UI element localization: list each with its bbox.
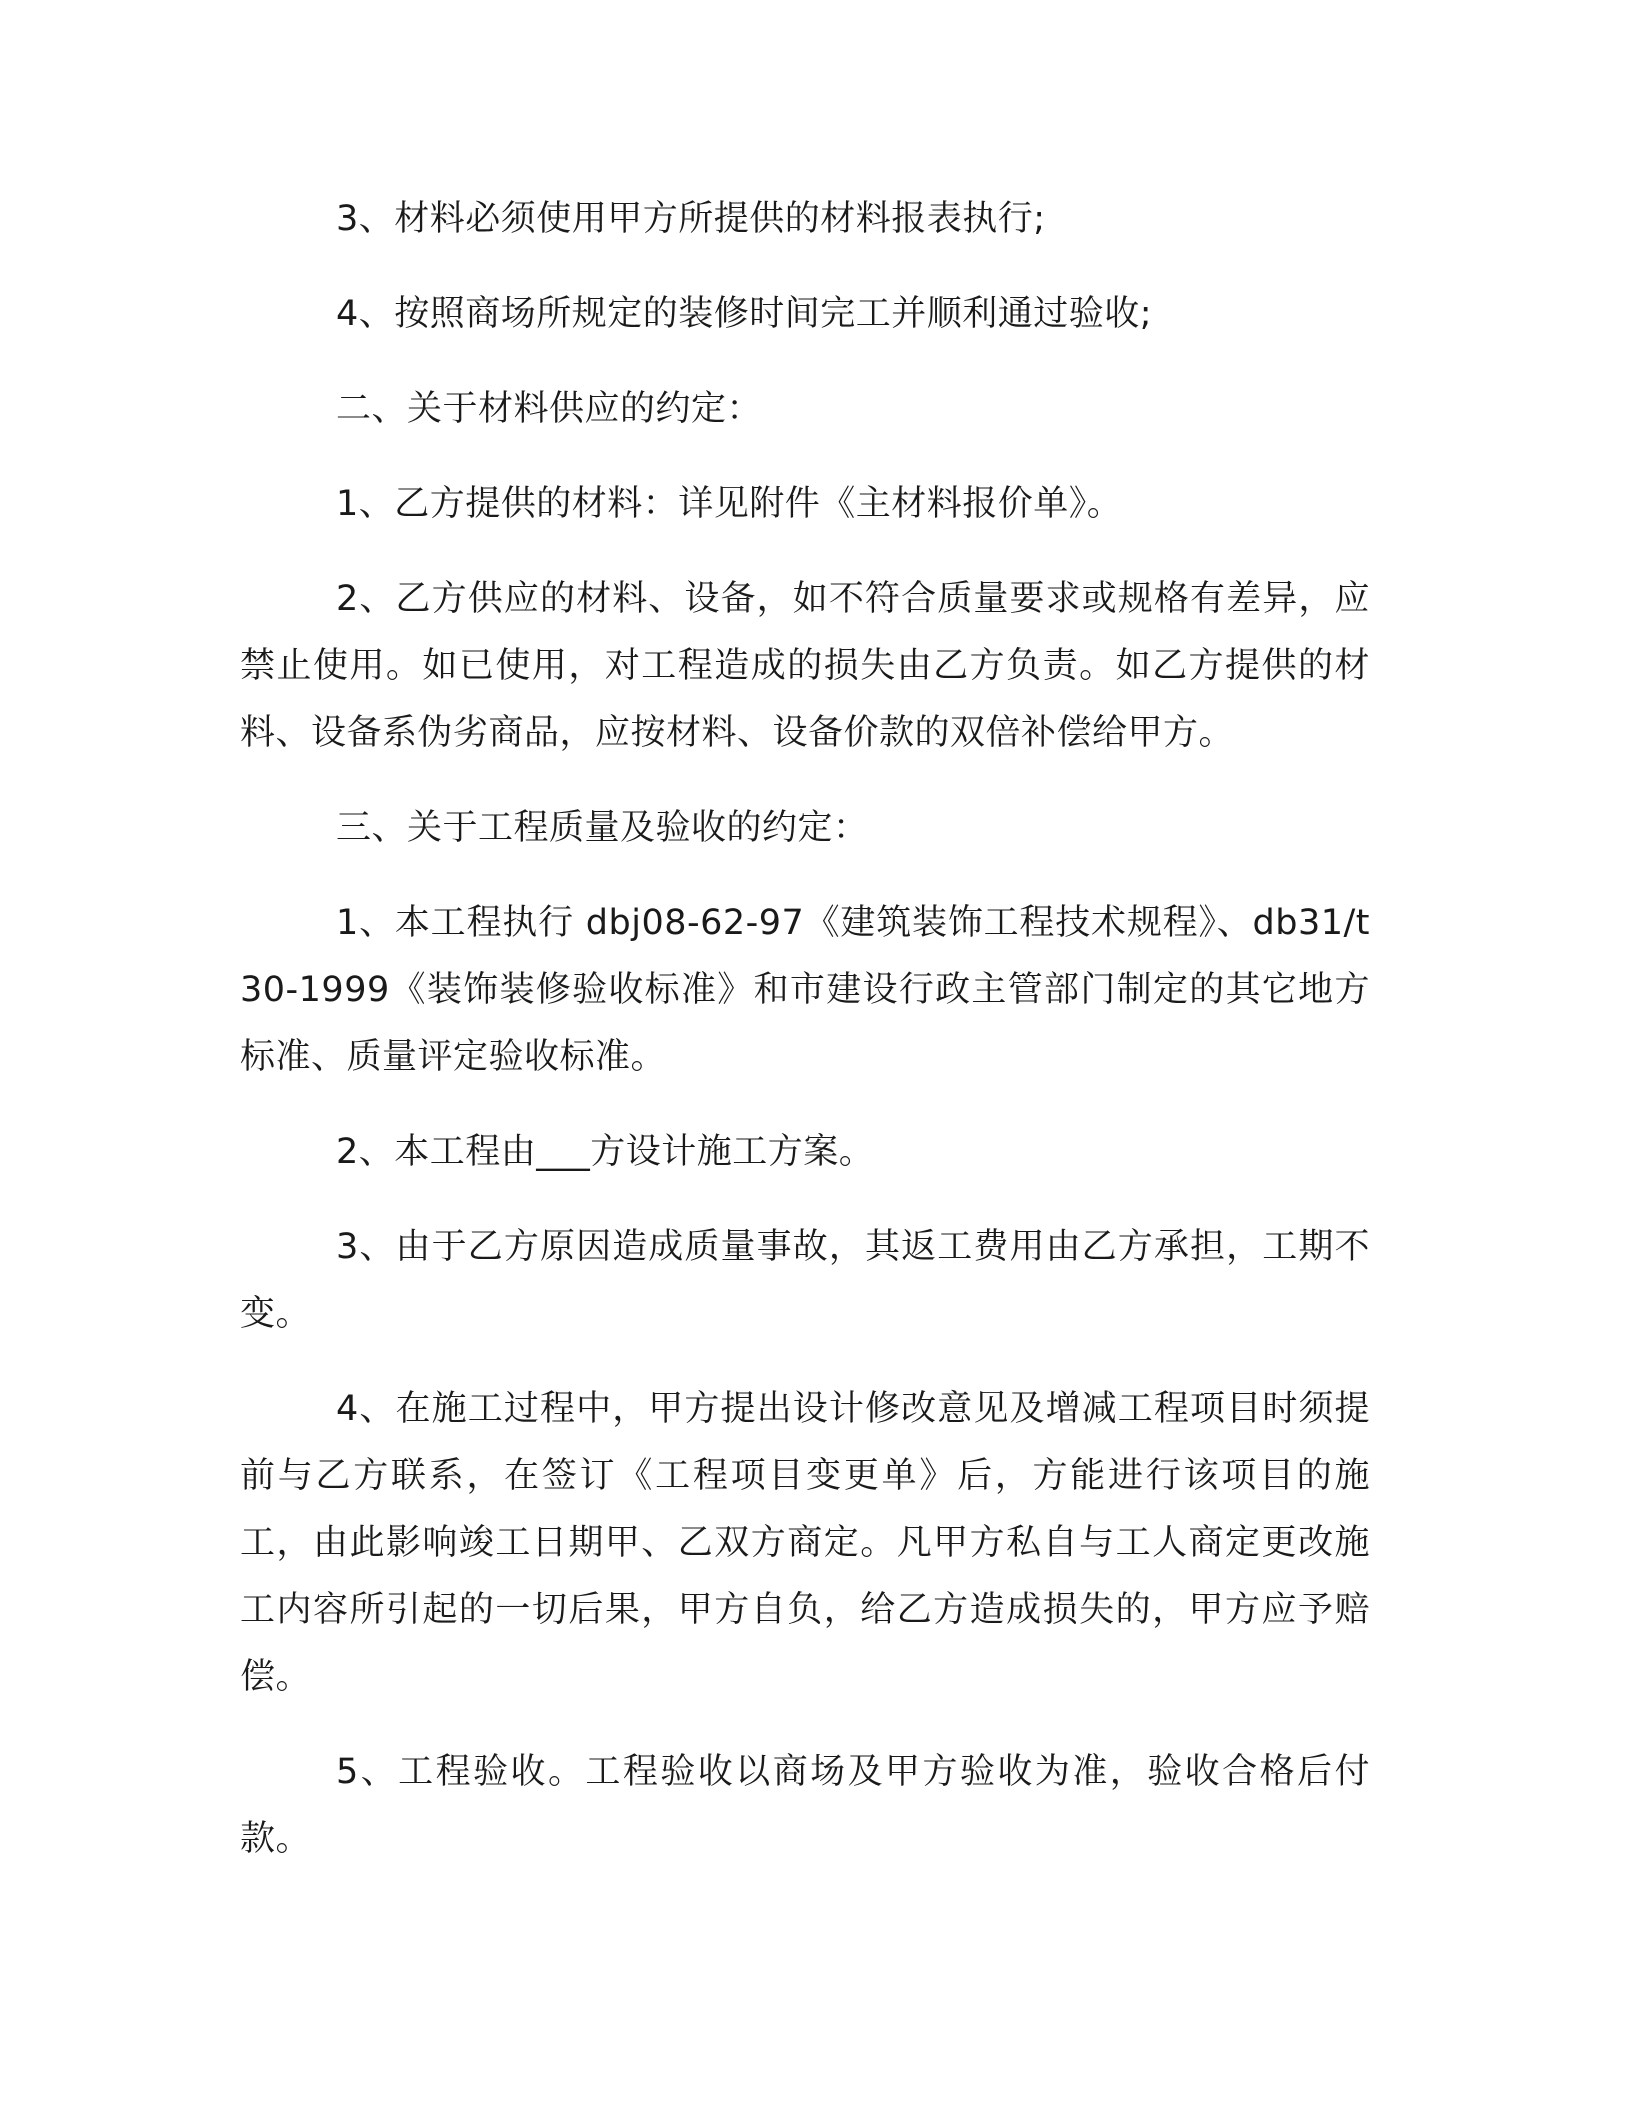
section-heading-material-supply: 二、关于材料供应的约定：	[336, 389, 763, 429]
paragraph-project-acceptance: 5、工程验收。工程验收以商场及甲方验收为准，验收合格后付款。	[240, 1752, 1370, 1859]
paragraph-standards: 1、本工程执行 dbj08-62-97《建筑装饰工程技术规程》、db31/t30-1999《装饰装修验收标准》和市建设行政主管部门制定的其它地方标准、质量评定验收标准。	[240, 903, 1370, 1077]
paragraph-design-changes: 4、在施工过程中，甲方提出设计修改意见及增减工程项目时须提前与乙方联系，在签订《工程项目变更单》后，方能进行该项目的施工，由此影响竣工日期甲、乙双方商定。凡甲方私自与工人商定更改施工内容所引起的一切后果，甲方自负，给乙方造成损失的，甲方应予赔偿。	[240, 1389, 1370, 1697]
paragraph-completion-acceptance: 4、按照商场所规定的装修时间完工并顺利通过验收;	[336, 294, 1153, 334]
section-heading-quality-acceptance: 三、关于工程质量及验收的约定：	[336, 808, 869, 848]
document-body	[240, 186, 1370, 1873]
paragraph-material-quality: 2、乙方供应的材料、设备，如不符合质量要求或规格有差异，应禁止使用。如已使用，对工程造成的损失由乙方负责。如乙方提供的材料、设备系伪劣商品，应按材料、设备价款的双倍补偿给甲方。	[240, 579, 1370, 753]
paragraph-quality-accident: 3、由于乙方原因造成质量事故，其返工费用由乙方承担，工期不变。	[240, 1227, 1370, 1334]
paragraph-material-report: 3、材料必须使用甲方所提供的材料报表执行;	[336, 199, 1046, 239]
paragraph-supplier-materials: 1、乙方提供的材料：详见附件《主材料报价单》。	[336, 484, 1123, 524]
paragraph-design-plan: 2、本工程由___方设计施工方案。	[336, 1132, 875, 1172]
